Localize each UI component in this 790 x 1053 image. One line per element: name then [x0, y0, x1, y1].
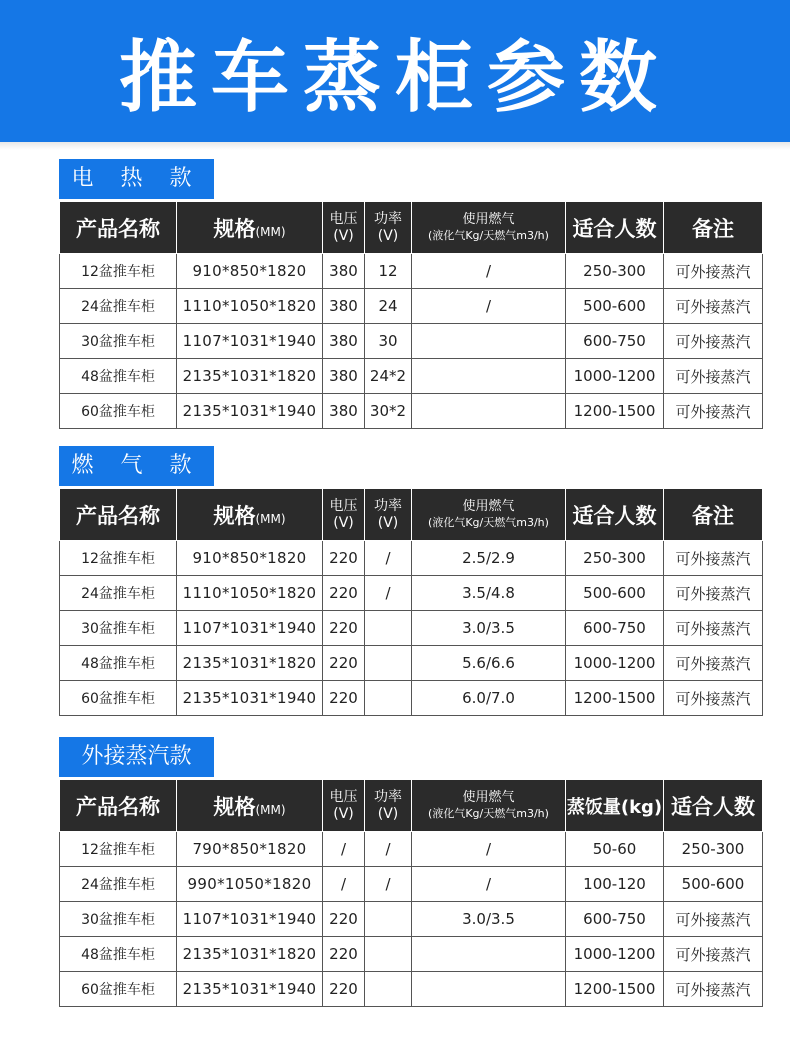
cell-col6: 1000-1200: [566, 646, 664, 681]
cell-spec: 790*850*1820: [177, 832, 323, 867]
table-row: [60, 289, 763, 324]
header-spec: [177, 202, 323, 254]
table-row: [60, 867, 763, 902]
cell-product-name: 12盆推车柜: [60, 541, 177, 576]
cell-spec: 1107*1031*1940: [177, 611, 323, 646]
cell-gas: /: [412, 832, 566, 867]
cell-product-name: 12盆推车柜: [60, 254, 177, 289]
cell-voltage: 220: [323, 681, 365, 716]
header-gas-label: 使用燃气: [462, 789, 515, 805]
header-power-label: 功率: [374, 210, 402, 227]
cell-voltage: 380: [323, 324, 365, 359]
cell-power: /: [365, 541, 412, 576]
cell-product-name: 60盆推车柜: [60, 394, 177, 429]
cell-power: [365, 902, 412, 937]
cell-spec: 1110*1050*1820: [177, 576, 323, 611]
cell-col6: 250-300: [566, 541, 664, 576]
cell-power: 12: [365, 254, 412, 289]
cell-product-name: 24盆推车柜: [60, 576, 177, 611]
table-header-row: [60, 489, 763, 541]
cell-gas: /: [412, 867, 566, 902]
header-col7: 适合人数: [664, 780, 763, 832]
header-power-unit: (V): [377, 805, 399, 822]
header-voltage-label: 电压: [329, 788, 358, 805]
cell-col7: 可外接蒸汽: [664, 541, 763, 576]
cell-voltage: /: [323, 867, 365, 902]
cell-power: [365, 646, 412, 681]
cell-spec: 2135*1031*1820: [177, 646, 323, 681]
cell-product-name: 48盆推车柜: [60, 646, 177, 681]
table-row: [60, 359, 763, 394]
cell-voltage: 380: [323, 254, 365, 289]
cell-spec: 2135*1031*1940: [177, 972, 323, 1007]
cell-gas: [412, 937, 566, 972]
cell-spec: 910*850*1820: [177, 254, 323, 289]
cell-gas: [412, 359, 566, 394]
cell-col7: 可外接蒸汽: [664, 611, 763, 646]
cell-voltage: 220: [323, 541, 365, 576]
table-row: [60, 576, 763, 611]
cell-product-name: 60盆推车柜: [60, 681, 177, 716]
header-gas: [412, 202, 566, 254]
cell-product-name: 12盆推车柜: [60, 832, 177, 867]
cell-col7: 可外接蒸汽: [664, 937, 763, 972]
cell-power: [365, 681, 412, 716]
cell-col7: 可外接蒸汽: [664, 576, 763, 611]
page-title: 推车蒸柜参数: [118, 33, 671, 123]
table-header-row: [60, 780, 763, 832]
cell-spec: 1107*1031*1940: [177, 902, 323, 937]
cell-voltage: 220: [323, 611, 365, 646]
cell-spec: 2135*1031*1820: [177, 359, 323, 394]
cell-power: [365, 972, 412, 1007]
header-voltage-unit: (V): [333, 514, 354, 531]
header-voltage-label: 电压: [329, 210, 358, 227]
header-gas-label: 使用燃气: [462, 211, 515, 227]
table-row: [60, 324, 763, 359]
header-col7: 备注: [664, 202, 763, 254]
cell-gas: /: [412, 254, 566, 289]
table-row: [60, 681, 763, 716]
header-power-unit: (V): [377, 514, 399, 531]
section-label: 外接蒸汽款: [59, 737, 214, 777]
table-row: [60, 832, 763, 867]
table-header-row: [60, 202, 763, 254]
cell-voltage: 220: [323, 972, 365, 1007]
cell-gas: [412, 394, 566, 429]
table-row: [60, 394, 763, 429]
header-spec-unit: (MM): [255, 224, 286, 239]
cell-spec: 2135*1031*1940: [177, 681, 323, 716]
cell-voltage: 380: [323, 394, 365, 429]
section-gas: [59, 446, 762, 716]
cell-col6: 1000-1200: [566, 359, 664, 394]
header-product-name: 产品名称: [60, 489, 177, 541]
table-row: [60, 646, 763, 681]
header-voltage: [323, 780, 365, 832]
title-banner: [0, 0, 790, 142]
header-spec-label: 规格: [213, 794, 256, 819]
cell-col6: 1200-1500: [566, 394, 664, 429]
header-col7: 备注: [664, 489, 763, 541]
cell-col6: 500-600: [566, 576, 664, 611]
cell-power: [365, 611, 412, 646]
header-power-label: 功率: [374, 788, 402, 805]
header-voltage-unit: (V): [333, 805, 354, 822]
header-col6: 适合人数: [566, 202, 664, 254]
cell-col7: 可外接蒸汽: [664, 254, 763, 289]
banner-shadow: [0, 142, 790, 150]
cell-col6: 600-750: [566, 902, 664, 937]
table-row: [60, 611, 763, 646]
cell-gas: [412, 324, 566, 359]
header-gas-unit: (液化气Kg/天燃气m3/h): [428, 515, 549, 529]
table-row: [60, 937, 763, 972]
cell-gas: /: [412, 289, 566, 324]
cell-gas: 2.5/2.9: [412, 541, 566, 576]
cell-col7: 可外接蒸汽: [664, 289, 763, 324]
cell-col6: 1200-1500: [566, 681, 664, 716]
header-spec-unit: (MM): [255, 511, 286, 526]
section-external-steam: [59, 737, 762, 1007]
spec-table: [59, 488, 763, 716]
spec-table: [59, 779, 763, 1007]
cell-voltage: 220: [323, 902, 365, 937]
cell-col7: 可外接蒸汽: [664, 359, 763, 394]
table-row: [60, 541, 763, 576]
cell-voltage: 220: [323, 937, 365, 972]
cell-product-name: 48盆推车柜: [60, 359, 177, 394]
cell-col6: 1000-1200: [566, 937, 664, 972]
cell-spec: 2135*1031*1940: [177, 394, 323, 429]
cell-col6: 1200-1500: [566, 972, 664, 1007]
cell-col7: 可外接蒸汽: [664, 394, 763, 429]
cell-spec: 1110*1050*1820: [177, 289, 323, 324]
header-gas-label: 使用燃气: [462, 498, 515, 514]
cell-col7: 250-300: [664, 832, 763, 867]
cell-power: /: [365, 832, 412, 867]
table-row: [60, 254, 763, 289]
cell-col6: 600-750: [566, 324, 664, 359]
header-spec: [177, 489, 323, 541]
header-power-label: 功率: [374, 497, 402, 514]
cell-voltage: 380: [323, 289, 365, 324]
cell-power: 30: [365, 324, 412, 359]
header-product-name: 产品名称: [60, 202, 177, 254]
header-product-name: 产品名称: [60, 780, 177, 832]
spec-table: [59, 201, 763, 429]
header-power-unit: (V): [377, 227, 399, 244]
cell-gas: 6.0/7.0: [412, 681, 566, 716]
cell-spec: 1107*1031*1940: [177, 324, 323, 359]
cell-product-name: 30盆推车柜: [60, 611, 177, 646]
cell-gas: 5.6/6.6: [412, 646, 566, 681]
cell-col7: 可外接蒸汽: [664, 681, 763, 716]
cell-gas: 3.0/3.5: [412, 611, 566, 646]
cell-spec: 990*1050*1820: [177, 867, 323, 902]
header-gas: [412, 780, 566, 832]
table-row: [60, 902, 763, 937]
header-spec: [177, 780, 323, 832]
header-power: [365, 202, 412, 254]
cell-col7: 500-600: [664, 867, 763, 902]
section-electric: [59, 159, 762, 429]
cell-product-name: 24盆推车柜: [60, 289, 177, 324]
cell-gas: 3.5/4.8: [412, 576, 566, 611]
cell-product-name: 30盆推车柜: [60, 324, 177, 359]
cell-gas: 3.0/3.5: [412, 902, 566, 937]
cell-product-name: 30盆推车柜: [60, 902, 177, 937]
header-spec-label: 规格: [213, 216, 256, 241]
header-voltage-unit: (V): [333, 227, 354, 244]
header-voltage-label: 电压: [329, 497, 358, 514]
cell-col7: 可外接蒸汽: [664, 646, 763, 681]
cell-product-name: 24盆推车柜: [60, 867, 177, 902]
cell-col6: 100-120: [566, 867, 664, 902]
section-label: 电 热 款: [59, 159, 214, 199]
cell-voltage: 220: [323, 576, 365, 611]
header-col6: 蒸饭量(kg): [566, 780, 664, 832]
header-voltage: [323, 489, 365, 541]
cell-power: /: [365, 867, 412, 902]
cell-col7: 可外接蒸汽: [664, 324, 763, 359]
header-col6: 适合人数: [566, 489, 664, 541]
cell-col6: 600-750: [566, 611, 664, 646]
header-spec-label: 规格: [213, 503, 256, 528]
cell-voltage: 220: [323, 646, 365, 681]
cell-spec: 910*850*1820: [177, 541, 323, 576]
header-power: [365, 780, 412, 832]
section-label: 燃 气 款: [59, 446, 214, 486]
cell-col6: 250-300: [566, 254, 664, 289]
table-row: [60, 972, 763, 1007]
cell-power: /: [365, 576, 412, 611]
cell-spec: 2135*1031*1820: [177, 937, 323, 972]
cell-power: 30*2: [365, 394, 412, 429]
cell-voltage: /: [323, 832, 365, 867]
cell-product-name: 48盆推车柜: [60, 937, 177, 972]
cell-power: 24*2: [365, 359, 412, 394]
header-power: [365, 489, 412, 541]
header-voltage: [323, 202, 365, 254]
header-spec-unit: (MM): [255, 802, 286, 817]
cell-col7: 可外接蒸汽: [664, 902, 763, 937]
cell-voltage: 380: [323, 359, 365, 394]
cell-col6: 500-600: [566, 289, 664, 324]
header-gas: [412, 489, 566, 541]
header-gas-unit: (液化气Kg/天燃气m3/h): [428, 806, 549, 820]
cell-col6: 50-60: [566, 832, 664, 867]
cell-power: 24: [365, 289, 412, 324]
cell-col7: 可外接蒸汽: [664, 972, 763, 1007]
cell-power: [365, 937, 412, 972]
cell-product-name: 60盆推车柜: [60, 972, 177, 1007]
cell-gas: [412, 972, 566, 1007]
header-gas-unit: (液化气Kg/天燃气m3/h): [428, 228, 549, 242]
